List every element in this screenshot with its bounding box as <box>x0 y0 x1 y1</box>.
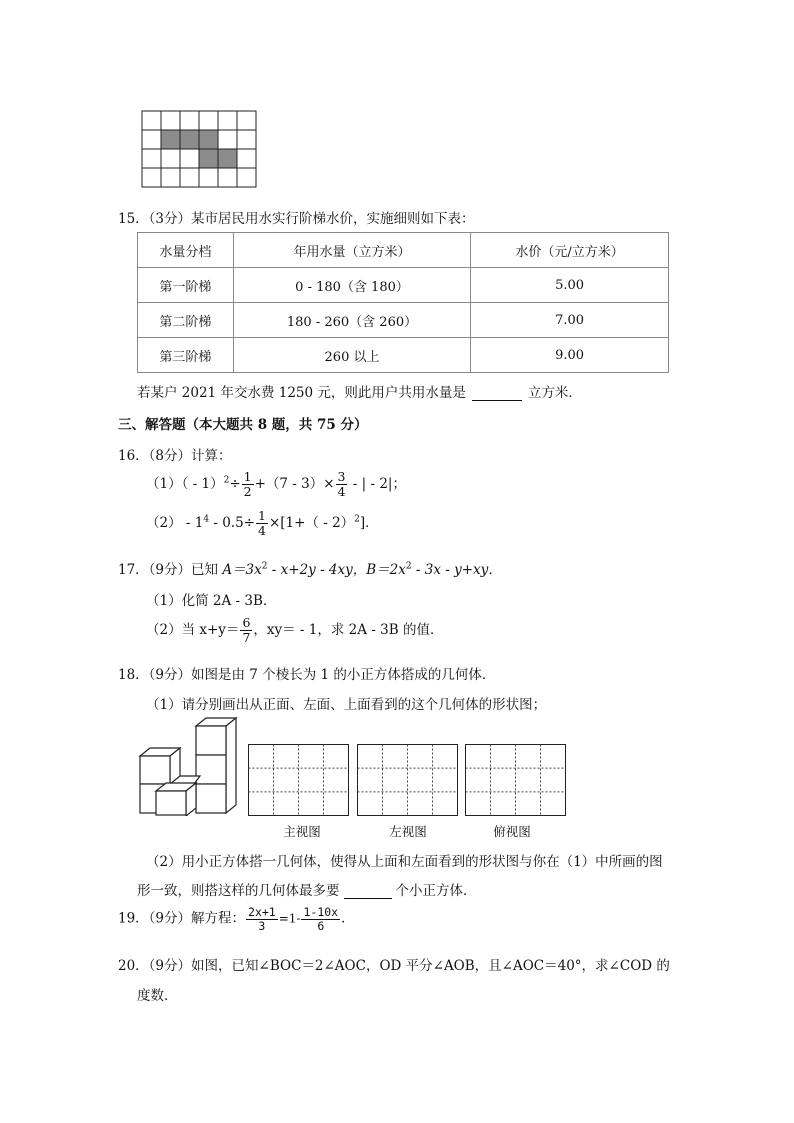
expr-text: ，xy＝ - 1，求 2A - 3B 的值． <box>253 621 444 638</box>
front-view-grid <box>248 744 349 816</box>
denominator: 3 <box>258 918 266 933</box>
q18-part1: （1）请分别画出从正面、左面、上面看到的这个几何体的形状图； <box>146 697 547 713</box>
q17-part1: （1）化简 2A - 3B． <box>146 593 277 609</box>
left-view-caption: 左视图 <box>389 824 427 839</box>
q16-header: 16．（8分）计算： <box>118 448 232 464</box>
table-cell: 第三阶梯 <box>138 338 234 373</box>
table-cell: 第一阶梯 <box>138 268 234 303</box>
denominator: 4 <box>258 522 266 538</box>
expr-text: - x+2y - 4xy， <box>267 562 367 578</box>
col-header: 水量分档 <box>138 233 234 268</box>
answer-blank[interactable] <box>472 386 522 401</box>
expr-text: B＝2x <box>366 562 406 578</box>
table-cell: 第二阶梯 <box>138 303 234 338</box>
col-header: 年用水量（立方米） <box>233 233 470 268</box>
expr-text: （2）当 x+y＝ <box>146 621 240 638</box>
q15-question <box>137 381 582 401</box>
numerator: 6 <box>242 615 251 630</box>
grid-cell <box>237 149 256 168</box>
q15-header: 15．（3分）某市居民用水实行阶梯水价，实施细则如下表： <box>118 211 475 227</box>
grid-cell <box>199 168 218 187</box>
q18-text: 个小正方体． <box>395 883 477 899</box>
table-row <box>138 268 669 303</box>
grid-cell <box>161 168 180 187</box>
q16-part1 <box>146 470 406 499</box>
answer-blank[interactable] <box>344 884 392 899</box>
shaded-cell <box>180 130 199 149</box>
exponent: 4 <box>203 514 210 525</box>
top-view-grid <box>465 744 566 816</box>
q18-part2-line1: （2）用小正方体搭一几何体，使得从上面和左面看到的形状图与你在（1）中所画的图 <box>146 854 663 870</box>
expr-text: ． <box>341 910 355 927</box>
grid-cell <box>218 111 237 130</box>
fraction <box>242 470 254 499</box>
fraction <box>240 616 252 645</box>
top-view-caption: 俯视图 <box>493 824 531 839</box>
grid-cell <box>142 149 161 168</box>
grid-cell <box>218 130 237 149</box>
expr-text: ]． <box>359 514 379 531</box>
grid-cell <box>142 111 161 130</box>
grid-cell <box>237 130 256 149</box>
shaded-cell <box>218 149 237 168</box>
q16-part2 <box>146 509 379 538</box>
shaded-cell <box>199 149 218 168</box>
fraction <box>336 470 348 499</box>
expr-text: （1）（ - 1） <box>146 475 224 492</box>
table-row <box>138 338 669 373</box>
exponent: 2 <box>405 561 412 572</box>
cube-solid-figure <box>138 716 240 816</box>
table-cell: 9.00 <box>471 338 669 373</box>
section-title: 三、解答题（本大题共 8 题，共 75 分） <box>118 417 368 433</box>
col-header: 水价（元/立方米） <box>471 233 669 268</box>
left-view-grid <box>357 744 458 816</box>
numerator: 1 <box>258 508 266 523</box>
denominator: 4 <box>337 483 346 499</box>
grid-cell <box>180 149 199 168</box>
grid-cell <box>237 111 256 130</box>
exponent: 2 <box>223 475 230 486</box>
table-cell: 260 以上 <box>233 338 470 373</box>
q18-text: 形一致，则搭这样的几何体最多要 <box>137 883 340 899</box>
denominator: 2 <box>243 483 252 499</box>
table-cell: 5.00 <box>471 268 669 303</box>
expr-text: - 0.5÷ <box>209 514 255 531</box>
expr-text: A＝3x <box>222 562 262 578</box>
grid-cell <box>199 111 218 130</box>
grid-cell <box>180 111 199 130</box>
shaded-grid-figure <box>141 110 259 188</box>
exponent: 2 <box>261 561 268 572</box>
table-cell: 7.00 <box>471 303 669 338</box>
exponent: 2 <box>354 514 360 525</box>
water-price-table <box>137 232 669 373</box>
expr-text: ×[1+（ - 2） <box>268 514 355 531</box>
grid-cell <box>161 111 180 130</box>
numerator: 3 <box>337 469 346 484</box>
front-view-caption: 主视图 <box>283 824 321 839</box>
grid-cell <box>180 168 199 187</box>
grid-cell <box>237 168 256 187</box>
expr-text: （2） - 1 <box>146 514 204 531</box>
table-header-row <box>138 233 669 268</box>
expr-text: - 3x - y+xy． <box>411 562 502 578</box>
expr-text: 17．（9分）已知 <box>118 562 223 578</box>
q18-part2-line2 <box>137 879 477 899</box>
numerator: 2x+1 <box>248 905 276 919</box>
table-cell: 0 - 180（含 180） <box>233 268 470 303</box>
expr-text: =1- <box>278 911 301 926</box>
q19-header: 19．（9分）解方程： <box>118 910 246 927</box>
denominator: 7 <box>242 629 251 645</box>
shaded-cell <box>199 130 218 149</box>
grid-cell <box>142 130 161 149</box>
fraction <box>246 906 278 932</box>
grid-cell <box>161 149 180 168</box>
numerator: 1 <box>243 469 252 484</box>
q17-header <box>118 558 502 578</box>
expr-text: +（7 - 3）× <box>254 475 335 492</box>
shaded-cell <box>161 130 180 149</box>
table-row <box>138 303 669 338</box>
q17-part2 <box>146 616 443 645</box>
q18-header: 18．（9分）如图是由 7 个棱长为 1 的小正方体搭成的几何体． <box>118 667 496 683</box>
grid-cell <box>218 168 237 187</box>
q19-equation <box>118 906 355 932</box>
q15-question-text: 若某户 2021 年交水费 1250 元，则此用户共用水量是 <box>137 385 466 401</box>
q15-question-unit: 立方米． <box>527 385 582 401</box>
fraction <box>256 509 268 538</box>
fraction <box>301 906 340 932</box>
q20-line2: 度数． <box>137 988 178 1004</box>
grid-cell <box>142 168 161 187</box>
table-cell: 180 - 260（含 260） <box>233 303 470 338</box>
denominator: 6 <box>317 918 325 933</box>
expr-text: - | - 2|； <box>348 475 406 492</box>
expr-text: ÷ <box>229 475 241 492</box>
numerator: 1-10x <box>303 905 339 919</box>
q20-line1: 20．（9分）如图，已知∠BOC＝2∠AOC，OD 平分∠AOB，且∠AOC＝40°，求∠COD 的 <box>118 958 670 974</box>
